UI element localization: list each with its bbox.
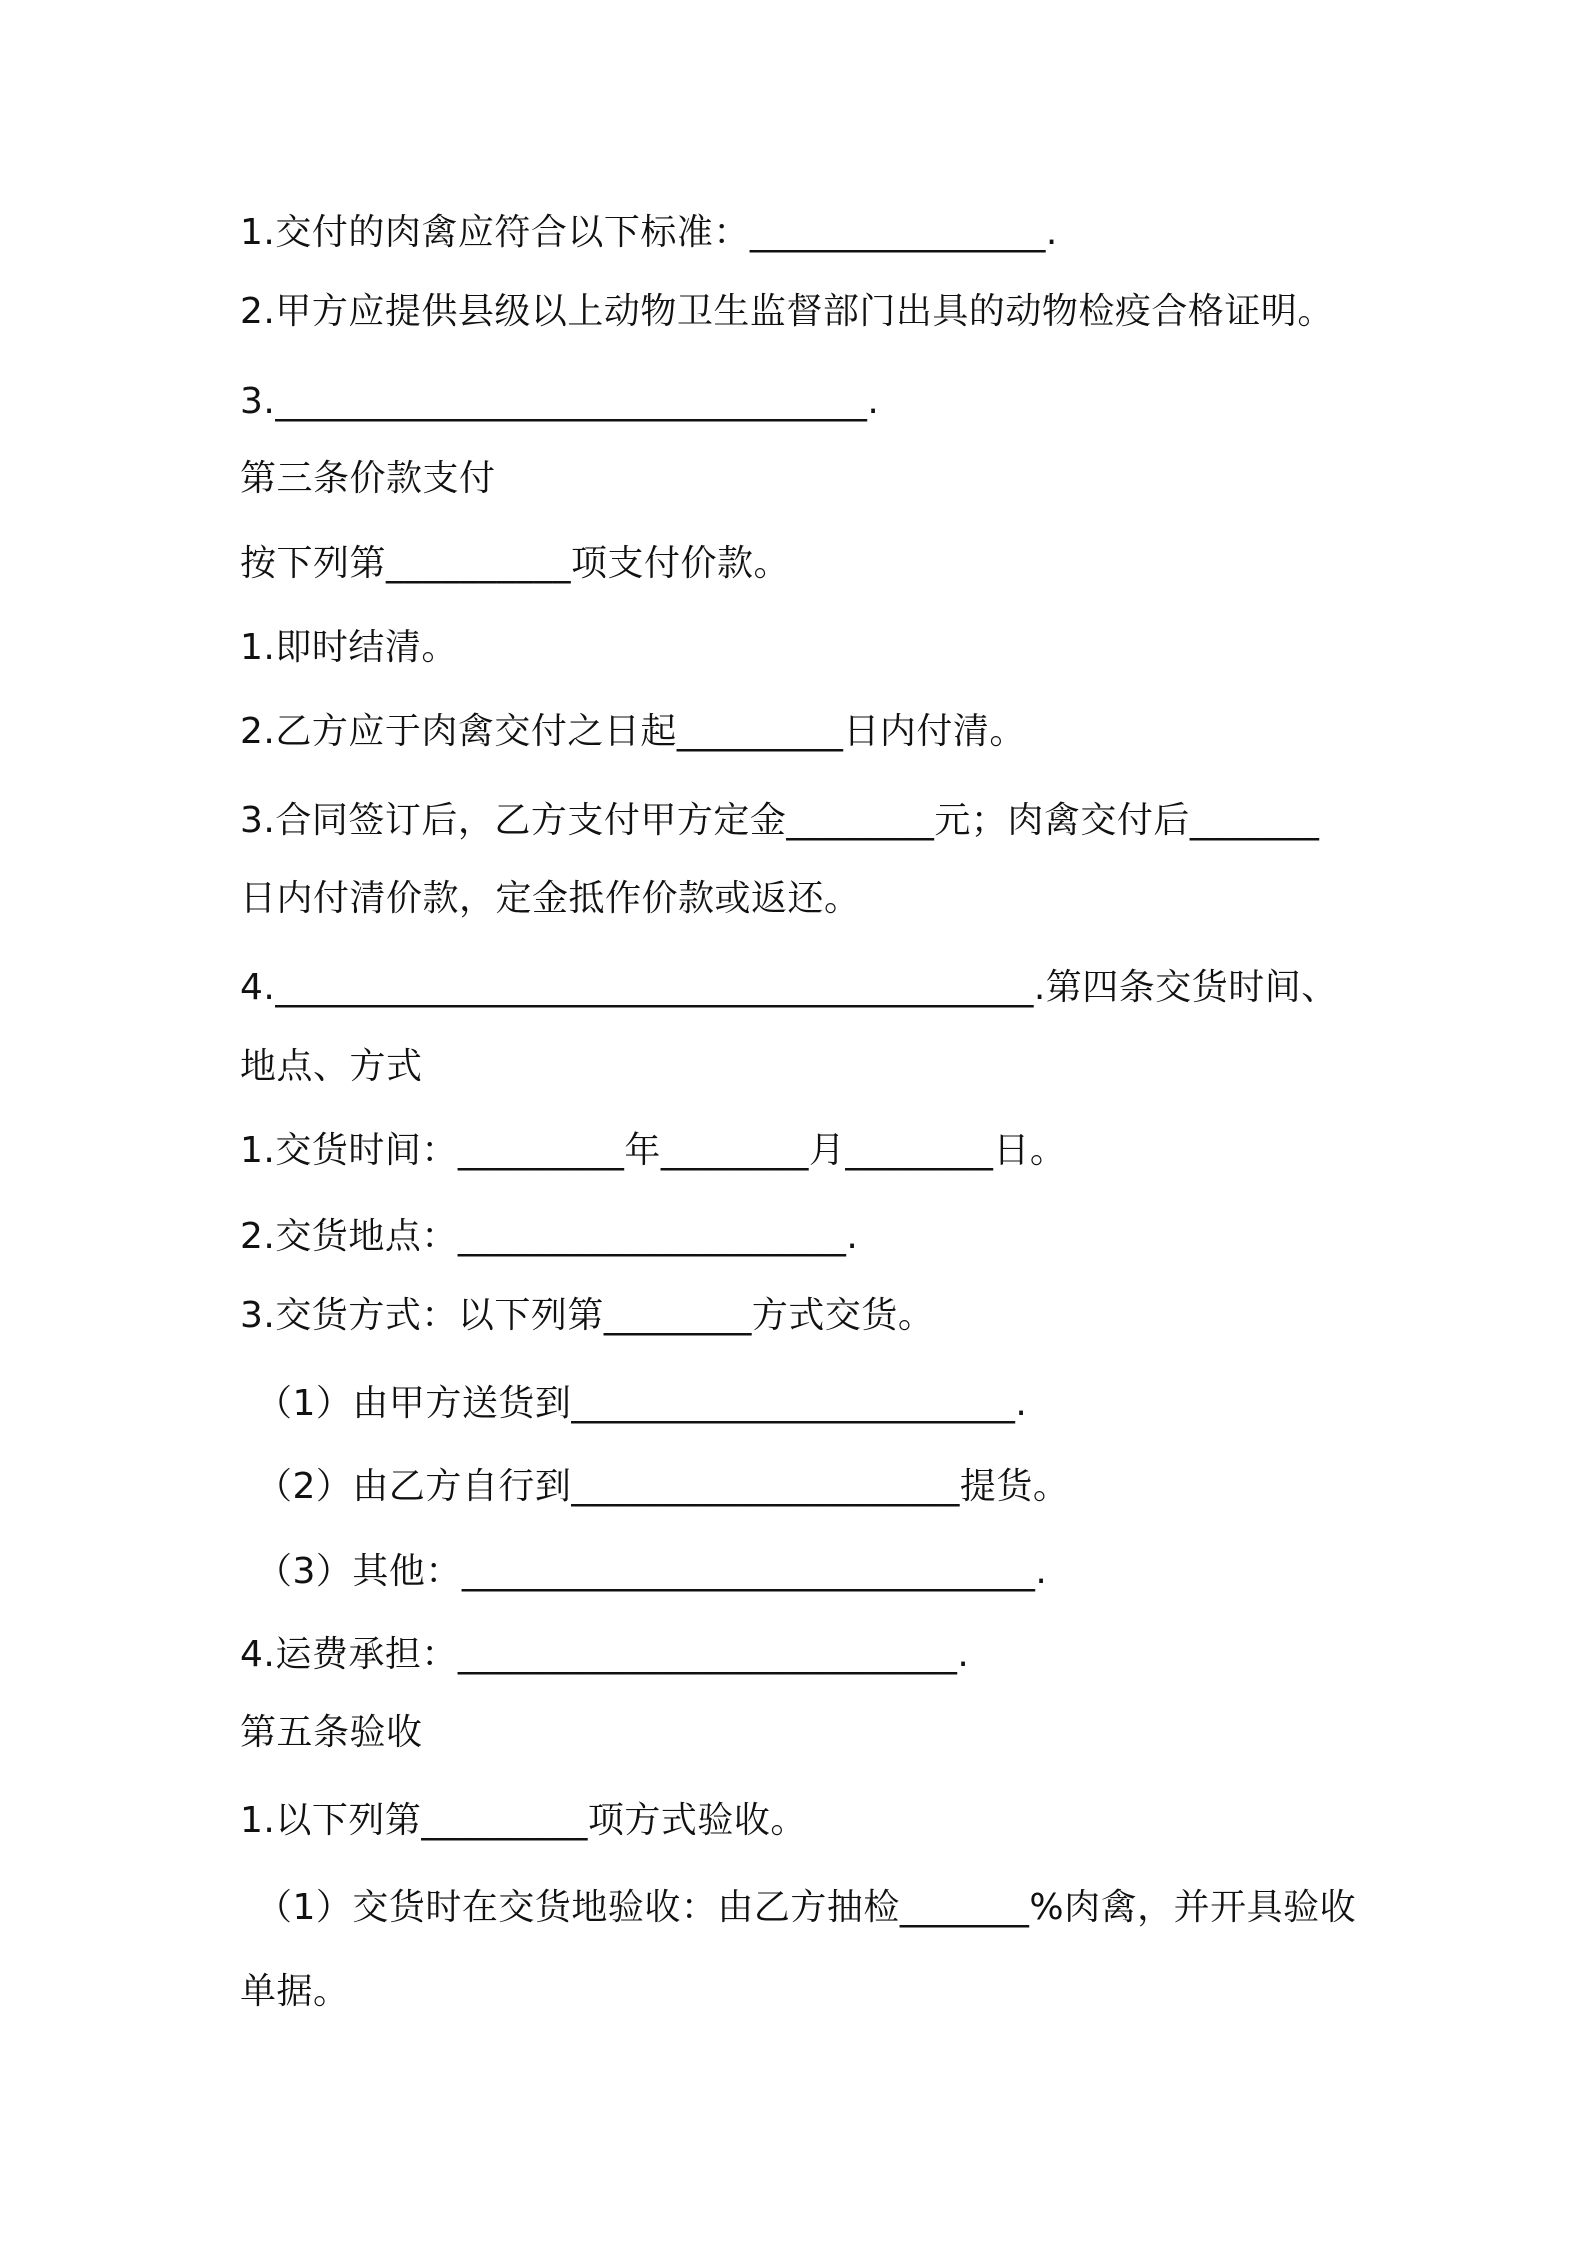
clause-3-item-3: 3.合同签订后，乙方支付甲方定金________元；肉禽交付后_______ bbox=[240, 800, 1320, 841]
clause-3-intro: 按下列第__________项支付价款。 bbox=[240, 543, 791, 584]
clause-3-item-1: 1.即时结清。 bbox=[240, 627, 458, 668]
clause-4-item-4: 4.运费承担：___________________________. bbox=[240, 1634, 970, 1675]
clause-3-item-3-cont: 日内付清价款，定金抵作价款或返还。 bbox=[240, 878, 861, 919]
clause-4-option-3: （3）其他：_______________________________. bbox=[256, 1551, 1048, 1592]
clause-5-option-1-cont: 单据。 bbox=[240, 1971, 350, 2012]
clause-3-item-2: 2.乙方应于肉禽交付之日起_________日内付清。 bbox=[240, 711, 1026, 752]
clause-5-option-1: （1）交货时在交货地验收：由乙方抽检_______%肉禽，并开具验收 bbox=[256, 1887, 1357, 1928]
clause-5-item-1: 1.以下列第_________项方式验收。 bbox=[240, 1800, 807, 1841]
clause-4-item-3: 3.交货方式：以下列第________方式交货。 bbox=[240, 1295, 935, 1336]
clause-4-heading-cont: 地点、方式 bbox=[240, 1046, 423, 1087]
clause-2-item-2: 2.甲方应提供县级以上动物卫生监督部门出具的动物检疫合格证明。 bbox=[240, 291, 1334, 332]
clause-3-item-4: 4._________________________________________.第四条交货时间、 bbox=[240, 967, 1338, 1008]
clause-2-item-1: 1.交付的肉禽应符合以下标准：________________. bbox=[240, 212, 1058, 253]
clause-4-option-1: （1）由甲方送货到________________________. bbox=[256, 1383, 1028, 1424]
clause-4-item-1: 1.交货时间：_________年________月________日。 bbox=[240, 1130, 1067, 1171]
clause-4-item-2: 2.交货地点：_____________________. bbox=[240, 1216, 859, 1257]
clause-3-heading: 第三条价款支付 bbox=[240, 458, 496, 499]
clause-2-item-3: 3.________________________________. bbox=[240, 381, 880, 422]
clause-5-heading: 第五条验收 bbox=[240, 1712, 423, 1753]
clause-4-option-2: （2）由乙方自行到_____________________提货。 bbox=[256, 1466, 1070, 1507]
